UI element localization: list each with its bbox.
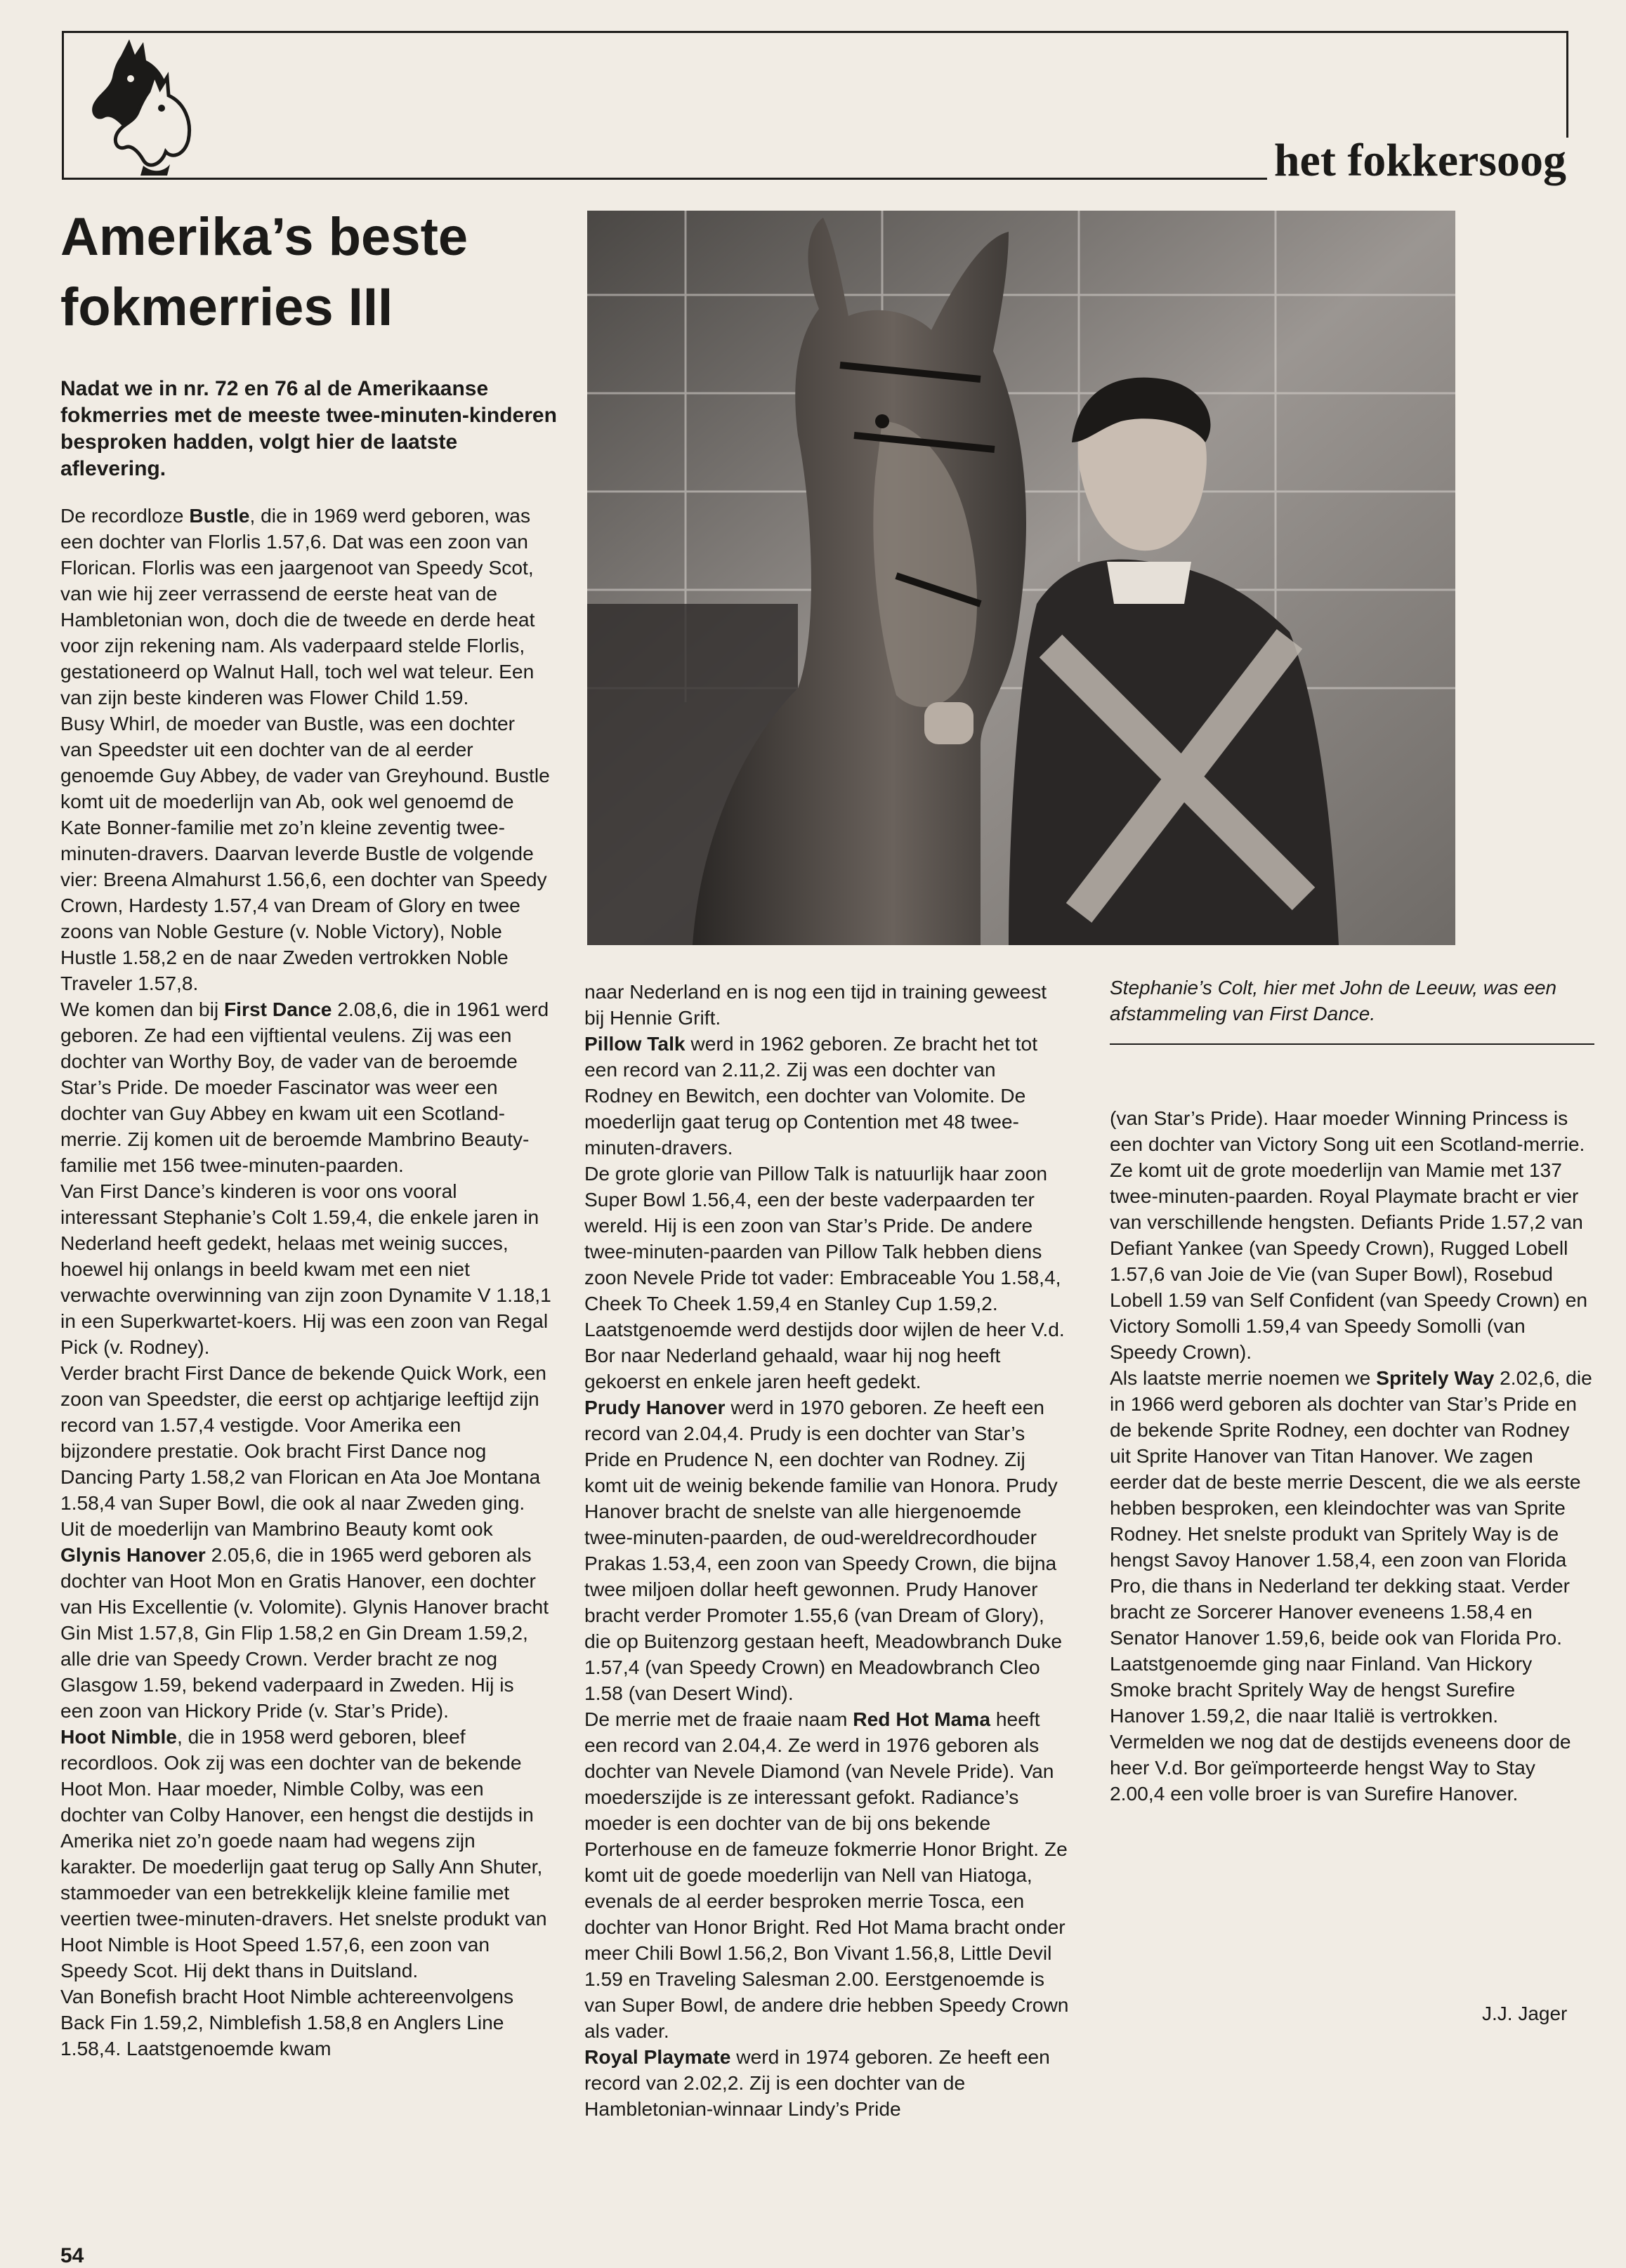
horse-and-groom-photo	[587, 211, 1455, 945]
paragraph: naar Nederland en is nog een tijd in training geweest bij Hennie Grift.	[584, 980, 1047, 1029]
column-2	[584, 979, 1069, 2122]
text: heeft een record van 2.04,4. Ze werd in 1976 geboren als dochter van Nevele Diamond (van Nevele Pride). Van moederszijde is ze interessant gefokt. Radiance’s moeder is een dochter van de bij ons bekende Porterhouse en de fameuze fokmerrie Honor Bright. Ze komt uit de goede moederlijn van Nell van Hiatoga, evenals de al eerder besproken merrie Tosca, een dochter van Honor Bright. Red Hot Mama bracht onder meer Chili Bowl 1.56,2, Bon Vivant 1.56,8, Little Devil 1.59 en Traveling Salesman 2.00. Eerstgenoemde is van Super Bowl, de andere drie hebben Speedy Crown als vader.	[584, 1708, 1069, 2042]
paragraph	[60, 1516, 552, 1724]
paragraph	[584, 1706, 1069, 2044]
horse-name: First Dance	[223, 998, 332, 1020]
text: , die in 1969 werd geboren, was een dochter van Florlis 1.57,6. Dat was een zoon van Florican. Florlis was een jaargenoot van Speedy Scot, van wie hij zeer verrassend de eerste heat van de Hambletonian won, doch die de tweede en derde heat voor zijn rekening nam. Als vaderpaard stelde Florlis, gestationeerd op Walnut Hall, toch wel wat teleur. Een van zijn beste kinderen was Flower Child 1.59.	[60, 504, 535, 708]
article-title-line1: Amerika’s beste	[60, 207, 468, 267]
photo-caption: Stephanie’s Colt, hier met John de Leeuw, was een afstammeling van First Dance.	[1110, 977, 1557, 1024]
paragraph	[584, 1031, 1069, 1161]
text: , die in 1958 werd geboren, bleef recordloos. Ook zij was een dochter van de bekende Hoot Mon. Haar moeder, Nimble Colby, was een dochter van Colby Hanover, een hengst die destijds in Amerika niet zo’n goede naam had wegens zijn karakter. De moederlijn gaat terug op Sally Ann Shuter, stammoeder van een betrekkelijk kleine familie met veertien twee-minuten-dravers. Het snelste produkt van Hoot Nimble is Hoot Speed 1.57,6, een zoon van Speedy Scot. Hij dekt thans in Duitsland.	[60, 1725, 547, 1982]
author-signature: J.J. Jager	[1482, 2003, 1568, 2024]
text: Als laatste merrie noemen we	[1110, 1366, 1377, 1389]
horse-name: Glynis Hanover	[60, 1543, 206, 1566]
section-title: het fokkersoog	[1267, 138, 1573, 184]
text: 2.02,6, die in 1966 werd geboren als dochter van Star’s Pride en de bekende Sprite Rodney, een dochter van Rodney uit Sprite Hanover van Titan Hanover. We zagen eerder dat de beste merrie Descent, die we als eerste hebben besproken, een kleindochter was van Sprite Rodney. Het snelste produkt van Spritely Way is de hengst Savoy Hanover 1.58,4, een zoon van Florida Pro, die thans in Nederland ter dekking staat. Verder bracht ze Sorcerer Hanover eveneens 1.58,4 en Senator Hanover 1.59,6, beide ook van Florida Pro. Laatstgenoemde ging naar Finland. Van Hickory Smoke bracht Spritely Way de hengst Surefire Hanover 1.59,2, die naar Italië is vertrokken.	[1110, 1366, 1592, 1727]
paragraph: Busy Whirl, de moeder van Bustle, was een dochter van Speedster uit een dochter van de al eerder genoemde Guy Abbey, de vader van Greyhound. Bustle komt uit de moederlijn van Ab, ook wel genoemd de Kate Bonner-familie met zo’n kleine zeventig twee-minuten-dravers. Daarvan leverde Bustle de volgende vier: Breena Almahurst 1.56,6, een dochter van Speedy Crown, Hardesty 1.57,4 van Dream of Glory en twee zoons van Noble Gesture (v. Noble Victory), Noble Hustle 1.58,2 en de naar Zweden vertrokken Noble Traveler 1.57,8.	[60, 712, 550, 994]
text: We komen dan bij	[60, 998, 224, 1020]
horse-name: Red Hot Mama	[853, 1708, 991, 1730]
horse-name: Spritely Way	[1376, 1366, 1495, 1389]
paragraph: De grote glorie van Pillow Talk is natuurlijk haar zoon Super Bowl 1.56,4, een der beste vaderpaarden ter wereld. Hij is een zoon van Star’s Pride. De andere twee-minuten-paarden van Pillow Talk hebben diens zoon Nevele Pride tot vader: Embraceable You 1.58,4, Cheek To Cheek 1.59,4 en Stanley Cup 1.59,2. Laatstgenoemde werd destijds door wijlen de heer V.d. Bor naar Nederland gehaald, waar hij nog heeft gekoerst en enkele jaren heeft gedekt.	[584, 1162, 1065, 1392]
horse-name: Royal Playmate	[584, 2045, 731, 2068]
paragraph: Vermelden we nog dat de destijds eveneens door de heer V.d. Bor geïmporteerde hengst Way to Stay 2.00,4 een volle broer is van Surefire Hanover.	[1110, 1730, 1571, 1805]
article-intro: Nadat we in nr. 72 en 76 al de Amerikaanse fokmerries met de meeste twee-minuten-kinderen besproken hadden, volgt hier de laatste aflevering.	[60, 377, 557, 480]
horse-name: Pillow Talk	[584, 1032, 686, 1055]
paragraph: Van First Dance’s kinderen is voor ons vooral interessant Stephanie’s Colt 1.59,4, die enkele jaren in Nederland heeft gedekt, helaas met weinig succes, hoewel hij onlangs in beeld kwam met een niet verwachte overwinning van zijn zoon Dynamite V 1.18,1 in een Superkwartet-koers. Hij was een zoon van Regal Pick (v. Rodney).	[60, 1180, 551, 1358]
paragraph	[60, 1724, 552, 1984]
text: 2.05,6, die in 1965 werd geboren als dochter van Hoot Mon en Gratis Hanover, een dochter van His Excellentie (v. Volomite). Glynis Hanover bracht Gin Mist 1.57,8, Gin Flip 1.58,2 en Gin Dream 1.59,2, alle drie van Speedy Crown. Verder bracht ze nog Glasgow 1.59, bekend vaderpaard in Zweden. Hij is een zoon van Hickory Pride (v. Star’s Pride).	[60, 1543, 549, 1722]
text: werd in 1970 geboren. Ze heeft een record van 2.04,4. Prudy is een dochter van Star’s Pride en Prudence N, een dochter van Rodney. Zij komt uit de weinig bekende familie van Honora. Prudy Hanover bracht de snelste van alle hiergenoemde twee-minuten-paarden, de oud-wereldrecordhouder Prakas 1.53,4, een zoon van Speedy Crown, die bijna twee miljoen dollar heeft gewonnen. Prudy Hanover bracht verder Promoter 1.55,6 (van Dream of Glory), die op Buitenzorg gestaan heeft, Meadowbranch Duke 1.57,4 (van Speedy Crown) en Meadowbranch Cleo 1.58 (van Desert Wind).	[584, 1396, 1063, 1704]
text: 2.08,6, die in 1961 werd geboren. Ze had een vijftiental veulens. Zij was een dochter van Worthy Boy, de vader van de beroemde Star’s Pride. De moeder Fascinator was weer een dochter van Guy Abbey en kwam uit een Scotland-merrie. Zij komen uit de beroemde Mambrino Beauty-familie met 156 twee-minuten-paarden.	[60, 998, 549, 1176]
paragraph: Verder bracht First Dance de bekende Quick Work, een zoon van Speedster, die eerst op achtjarige leeftijd zijn record van 1.57,4 vestigde. Voor Amerika een bijzondere prestatie. Ook bracht First Dance nog Dancing Party 1.58,2 van Florican en Ata Joe Montana 1.58,4 van Super Bowl, die ook al naar Zweden ging.	[60, 1362, 546, 1514]
paragraph	[1110, 1365, 1594, 1729]
caption-divider	[1110, 1043, 1594, 1045]
column-1	[60, 503, 552, 2062]
page-number: 54	[60, 2244, 84, 2267]
paragraph	[584, 1395, 1069, 1706]
text: Uit de moederlijn van Mambrino Beauty komt ook	[60, 1517, 493, 1540]
horse-name: Bustle	[189, 504, 250, 527]
article-title-line2: fokmerries III	[60, 277, 393, 337]
paragraph	[584, 2044, 1069, 2122]
column-3	[1110, 1105, 1594, 1807]
horse-name: Hoot Nimble	[60, 1725, 177, 1748]
horse-heads-logo-icon	[79, 35, 209, 176]
horse-name: Prudy Hanover	[584, 1396, 726, 1418]
text: werd in 1974 geboren. Ze heeft een record van 2.02,2. Zij is een dochter van de Hambletonian-winnaar Lindy’s Pride	[584, 2045, 1050, 2120]
text: werd in 1962 geboren. Ze bracht het tot een record van 2.11,2. Zij was een dochter van Rodney en Bewitch, een dochter van Volomite. De moederlijn gaat terug op Contention met 48 twee-minuten-dravers.	[584, 1032, 1038, 1159]
text: De merrie met de fraaie naam	[584, 1708, 853, 1730]
paragraph	[60, 996, 552, 1178]
text: De recordloze	[60, 504, 190, 527]
paragraph: (van Star’s Pride). Haar moeder Winning Princess is een dochter van Victory Song uit een Scotland-merrie. Ze komt uit de grote moederlijn van Mamie met 137 twee-minuten-paarden. Royal Playmate bracht er vier van verschillende hengsten. Defiants Pride 1.57,2 van Defiant Yankee (van Speedy Crown), Rugged Lobell 1.57,6 van Joie de Vie (van Super Bowl), Rosebud Lobell 1.59 van Self Confident (van Speedy Crown) en Victory Somolli 1.59,4 van Speedy Somolli (van Speedy Crown).	[1110, 1107, 1588, 1363]
article-title	[60, 202, 594, 343]
paragraph: Van Bonefish bracht Hoot Nimble achtereenvolgens Back Fin 1.59,2, Nimblefish 1.58,8 en Anglers Line 1.58,4. Laatstgenoemde kwam	[60, 1985, 514, 2059]
paragraph	[60, 503, 552, 711]
